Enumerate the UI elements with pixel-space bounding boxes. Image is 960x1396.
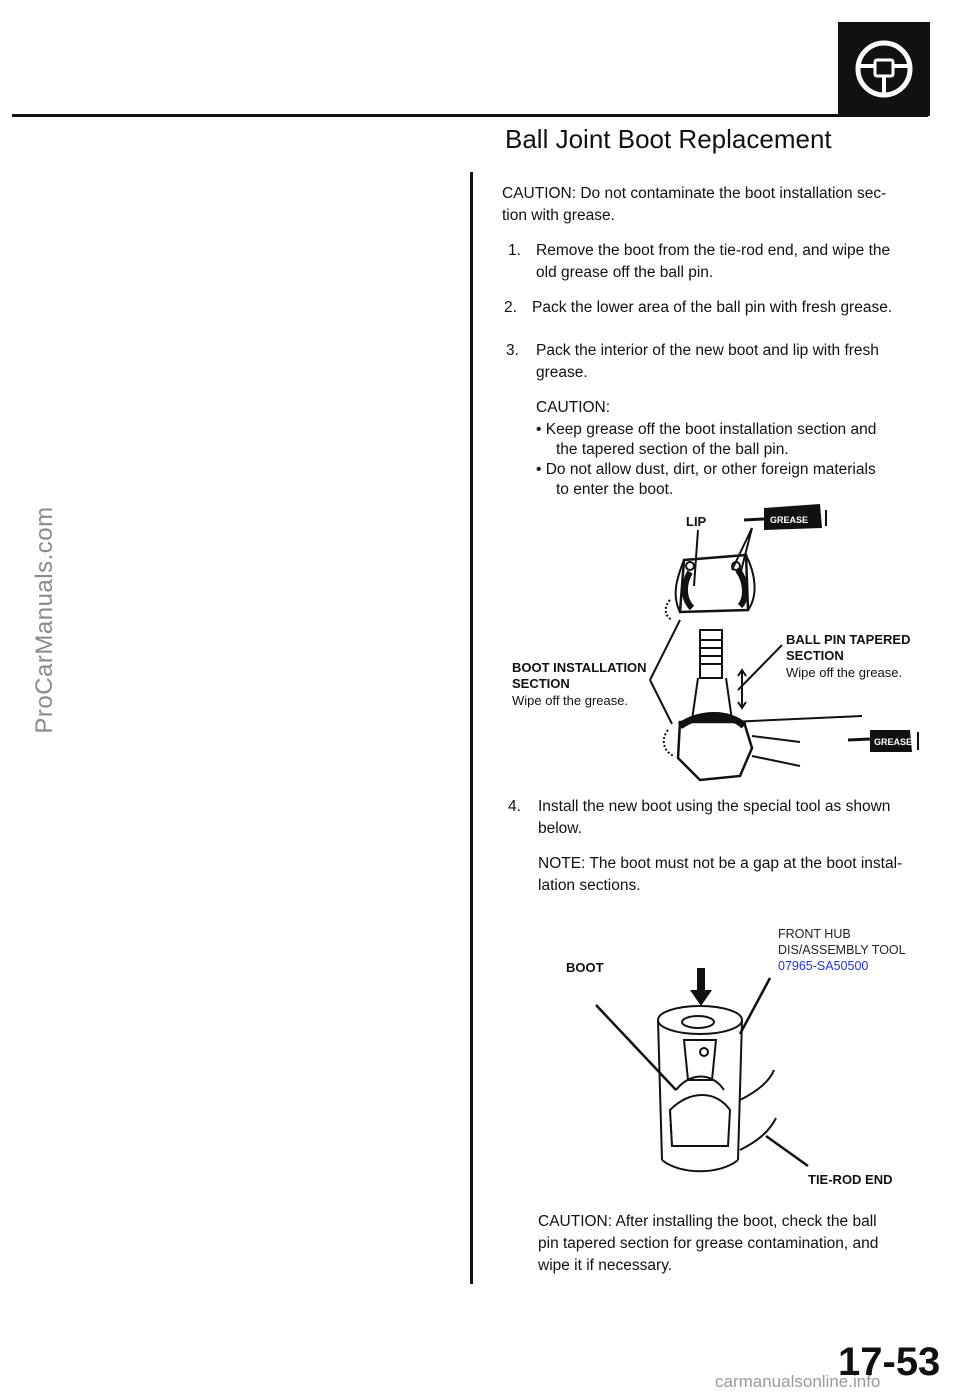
page-number: 17-53 (838, 1340, 941, 1384)
fig2-tool-number: 07965-SA50500 (778, 959, 869, 973)
fig1-lip-label: LIP (686, 514, 707, 529)
caution-step3-bullet-1-cont: the tapered section of the ball pin. (556, 441, 789, 458)
press-arrow-icon (690, 968, 712, 1006)
fig1-boot-inst-label-2: SECTION (512, 676, 570, 691)
step-4-line-1: Install the new boot using the special tool as shown (538, 798, 891, 815)
step-4-line-2: below. (538, 820, 582, 837)
step-1-line-2: old grease off the ball pin. (536, 264, 714, 281)
step-1-number: 1. (508, 242, 521, 259)
fig2-tool-label-2: DIS/ASSEMBLY TOOL (778, 943, 906, 957)
fig1-ball-pin-note: Wipe off the grease. (786, 665, 903, 680)
step-3-line-2: grease. (536, 364, 588, 381)
step-4-number: 4. (508, 798, 521, 815)
grease-label-1: GREASE (770, 515, 809, 525)
watermark: ProCarManuals.com (31, 506, 58, 734)
step-3-line-1: Pack the interior of the new boot and lip with fresh (536, 342, 879, 359)
fig1-ball-pin-label-1: BALL PIN TAPERED (786, 632, 911, 647)
note4-line-1: NOTE: The boot must not be a gap at the boot instal- (538, 855, 903, 872)
caution-final-line-3: wipe it if necessary. (538, 1257, 673, 1274)
fig2-tie-rod-label: TIE-ROD END (808, 1172, 893, 1187)
step-2-line-1: Pack the lower area of the ball pin with fresh grease. (532, 299, 893, 316)
caution-step3-bullet-1: • Keep grease off the boot installation section and (536, 421, 877, 438)
caution-step3-bullet-2: • Do not allow dust, dirt, or other foreign materials (536, 461, 876, 478)
caution-final-line-2: pin tapered section for grease contamination, and (538, 1235, 879, 1252)
fig1-boot-inst-label-1: BOOT INSTALLATION (512, 660, 647, 675)
fig2-tool-label-1: FRONT HUB (778, 927, 851, 941)
step-1-line-1: Remove the boot from the tie-rod end, and wipe the (536, 242, 891, 259)
caution-step3-heading: CAUTION: (536, 399, 611, 416)
footer-url[interactable]: carmanualsonline.info (715, 1372, 881, 1391)
fig2-boot-label: BOOT (566, 960, 604, 975)
caution-intro-line-1: CAUTION: Do not contaminate the boot installation sec- (502, 185, 887, 202)
note4-line-2: lation sections. (538, 877, 641, 894)
page-title: Ball Joint Boot Replacement (505, 124, 832, 154)
caution-intro-line-2: tion with grease. (502, 207, 615, 224)
caution-final-line-1: CAUTION: After installing the boot, check the ball (538, 1213, 877, 1230)
fig1-boot-inst-note: Wipe off the grease. (512, 693, 629, 708)
step-3-number: 3. (506, 342, 519, 359)
step-2-number: 2. (504, 299, 517, 316)
grease-label-2: GREASE (874, 737, 913, 747)
caution-step3-bullet-2-cont: to enter the boot. (556, 481, 674, 498)
fig1-ball-pin-label-2: SECTION (786, 648, 844, 663)
